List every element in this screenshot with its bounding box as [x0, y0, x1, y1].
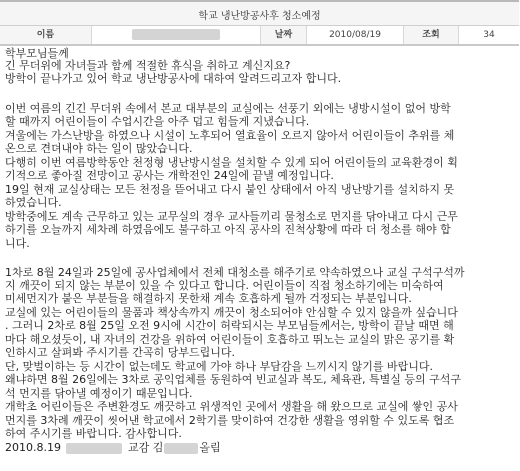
- post-title: 학교 냉난방공사후 청소예정: [198, 11, 321, 22]
- body-line: . 그러니 2차로 8월 25일 오전 9시에 시간이 허락되시는 부모님들께서는, 방학이 끝날 때면 해: [5, 319, 454, 332]
- body-line: 왜냐하면 8월 26일에는 3차로 공익업체를 동원하여 빈교실과 복도, 체육관, 특별실 등의 구석구: [5, 373, 461, 386]
- body-line: 기적으로 좋아질 전망이고 공사는 개학전인 24일에 끝낼 예정입니다.: [5, 169, 334, 182]
- body-line: 겨울에는 가스난방을 하였으나 시설이 노후되어 열효율이 오르지 않아서 어린이들이 추위를 체: [5, 129, 455, 142]
- author-name: [92, 26, 260, 44]
- body-line: 다행히 이번 여름방학동안 천정형 냉난방시설을 설치할 수 있게 되어 어린이들의 교육환경이 획: [5, 156, 458, 169]
- body-line: 하였습니다.: [5, 196, 62, 209]
- body-line: 마다 해오셨듯이, 내 자녀의 건강을 위하여 어린이들이 호흡하고 뛰노는 교실의 맑은 공기를 확: [5, 333, 455, 346]
- body-line: 개학초 어린이들은 주변환경도 깨끗하고 위생적인 곳에서 생활을 해 왔으므로 교실에 쌓인 공사: [5, 400, 458, 413]
- body-line: 긴 무더위에 자녀들과 함께 적절한 휴식을 취하고 계신지요?: [5, 59, 291, 72]
- body-line: 방학중에도 계속 근무하고 있는 교무실의 경우 교사들끼리 물청소로 먼지를 닦아내고 다시 근무: [5, 210, 458, 223]
- signature-date: 2010.8.19: [5, 441, 61, 454]
- body-line: 1차로 8월 24일과 25일에 공사업체에서 전체 대청소를 해주기로 약속하였으나 교실 구석구석까: [5, 266, 465, 279]
- redacted-name: [164, 443, 198, 454]
- post-title-bar: [0, 0, 519, 26]
- body-line: 석 먼지를 닦아낼 예정이기 때문입니다.: [5, 387, 193, 400]
- signature-title: 교감 김: [127, 441, 164, 454]
- signature-line: [5, 441, 221, 455]
- body-line: 이번 여름의 긴긴 무더위 속에서 본교 대부분의 교실에는 선풍기 외에는 냉방시설이 없어 방학: [5, 102, 451, 115]
- body-line: 방학이 끝나가고 있어 학교 냉난방공사에 대하여 알려드리고자 합니다.: [5, 72, 342, 85]
- body-line: 인하시고 살펴봐 주시기를 간곡히 당부드립니다.: [5, 346, 236, 359]
- post-date: 2010/08/19: [329, 30, 381, 40]
- body-line: 학부모님들께: [5, 47, 69, 60]
- redacted-school: [66, 443, 122, 454]
- body-line: 니다.: [5, 237, 30, 250]
- name-label: 이름: [0, 26, 91, 44]
- date-label: 날짜: [261, 26, 306, 44]
- body-line: 먼지를 3차례 깨끗이 씻어낸 학교에서 2학기를 맞이하여 건강한 생활을 영위할 수 있도록 협조: [5, 414, 455, 427]
- body-line: 하여 주시기를 바랍니다. 감사합니다.: [5, 427, 182, 440]
- signature-closing: 올림: [199, 441, 221, 454]
- body-line: 지 깨끗이 되지 않는 부분이 있을 수 있다고 합니다. 어린이들이 직접 청소하기에는 미숙하여: [5, 279, 444, 292]
- post-header: [0, 0, 519, 56]
- body-line: 할 때까지 어린이들이 수업시간을 아주 덥고 힘들게 지냈습니다.: [5, 115, 310, 128]
- body-line: 온으로 견뎌내야 하는 일이 많았습니다.: [5, 142, 193, 155]
- redacted-author: [132, 29, 220, 40]
- views-label: 조회: [404, 26, 458, 44]
- body-line: 단, 맞벌이하는 등 시간이 없는데도 학교에 가야 하나 부담감을 느끼시지 않기를 바랍니다.: [5, 360, 433, 373]
- post-meta-row: [0, 26, 519, 46]
- views-count: 34: [483, 30, 495, 40]
- body-line: 미세먼지가 붙은 부분들을 해결하지 못한채 계속 호흡하게 될까 걱정되는 부분입니다.: [5, 292, 412, 305]
- body-line: 하기를 오늘까지 세차례 하였음에도 불구하고 아직 공사의 진척상황에 따라 더 청소를 해야 합: [5, 223, 451, 236]
- body-line: 19일 현재 교실상태는 모든 천정을 뜯어내고 다시 붙인 상태에서 아직 냉난방기를 설치하지 못: [5, 183, 455, 196]
- body-line: 교실에 있는 어린이들의 물품과 책상속까지 깨끗이 청소되어야 안심할 수 있지 않을까 싶습니다: [5, 306, 458, 319]
